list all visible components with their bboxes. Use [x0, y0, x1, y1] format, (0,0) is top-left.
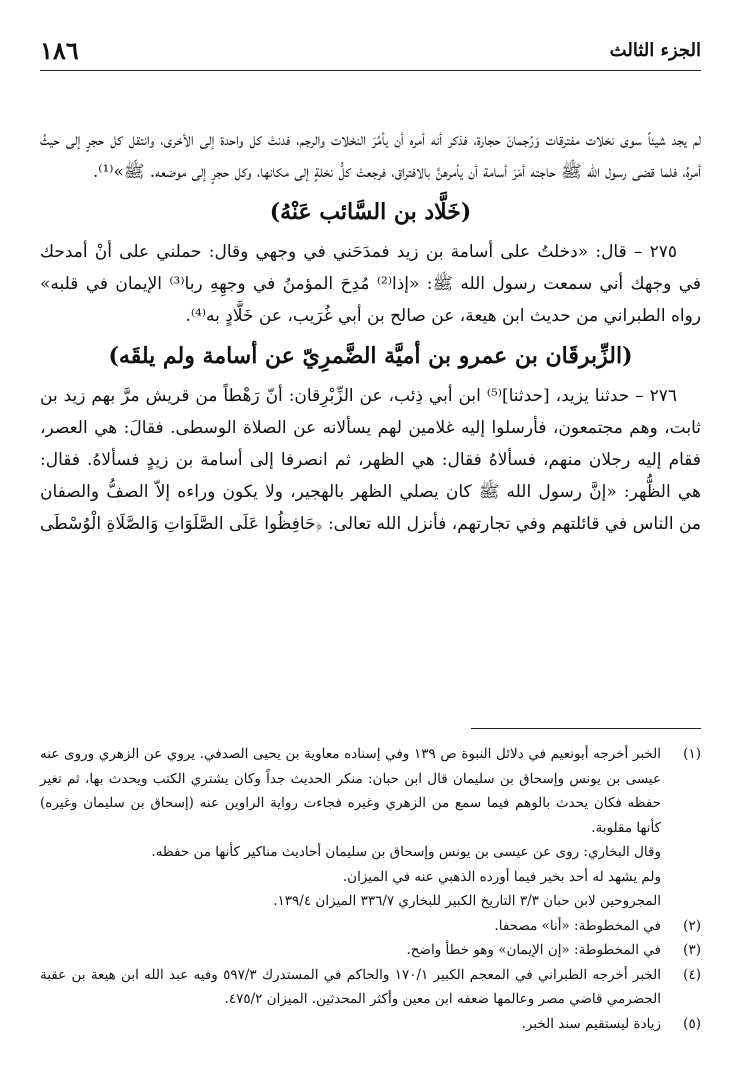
footnotes — [40, 742, 701, 1036]
footnote-text — [40, 914, 661, 939]
footnote-line: الخبر أخرجه أبونعيم في دلائل النبوة ص ١٣٩ وفي إسناده معاوية بن يحيى الصدفي. يروي عن الزهري وروى عنه عيسى بن يونس وإسحاق بن سليمان قال ابن حبان: منكر الحديث جداً وكان يشتري الكتب ويحدث بها، ثم تغير حفظه فكان يحدث بالوهم فيما سمع من الزهري وغيره فجاءت رواية الراوين عنه (إسحاق بن سليمان وغيره) كأنها مقلوبة. — [40, 746, 661, 836]
footnote-text — [40, 938, 661, 963]
footnote-2 — [40, 914, 701, 939]
footnote-text — [40, 742, 661, 914]
section-heading-khallad: (خَلَّاد بن السَّائب عَنْهُ) — [269, 199, 472, 225]
footnote-text — [40, 963, 661, 1012]
footnote-line: في المخطوطة: «أنا» مصحفا. — [494, 917, 661, 934]
paragraph-275: ٢٧٥ – قال: «دخلتُ على أسامة بن زيد فمدَحَني في وجهي وقال: حملني على أنْ أمدحك في وجهك أني سمعت رسول الله ﷺ: «إذا⁽²⁾ مُدِحَ المؤمنُ في وجهِهِ ربا⁽³⁾ الإيمان في قلبه» رواه الطبراني من حديث ابن هيعة، عن صالح بن أبي غُرَيب، عن خَلَّادٍ به⁽⁴⁾. — [40, 242, 701, 326]
paragraph-continued: لم يجد شيئاً سوى نخلات مفترقات وَرُجمانَ حجارة، فذكر أنه أمره أن يأمُرَ النخلات والرجم، فدنتْ كل واحدة إلى الأخرى، وانتقل كل حجرٍ إلى حيثُ أمرهُ، فلما قضى رسول الله ﷺ حاجته أمَرَ أسامة أن يأمرهنَّ بالافتراق، فرجعتْ كلُّ نخلةٍ إلى مكانها، وكل حجرٍ إلى موضعه. ﷺ»⁽¹⁾. — [40, 130, 701, 182]
footnote-4 — [40, 963, 701, 1012]
book-part-label: الجزء الثالث — [609, 40, 701, 61]
paragraph-276: ٢٧٦ – حدثنا يزيد، [حدثنا]⁽⁵⁾ ابن أبي ذِئب، عن الزِّبْرِقان: أنّ رَهْطاً من قريش مرَّ بهم زيد بن ثابت، وهم مجتمعون، فأرسلوا إليه غلامين لهم يسألانه عن الصلاة الوسطى. فقالَ: هي العصر، فقام إليه رجلان منهم، فسألاهُ فقال: هي الظهر، ثم انصرفا إلى أسامة بن زيدٍ فسألاهُ. فقال: هي الظُّهر: «إنَّ رسول الله ﷺ كان يصلي الظهر بالهجير، ولا يكون وراءه إلاّ الصفُّ والصفان من الناس في قائلتهم وفي تجارتهم، فأنزل الله تعالى: ﴿حَافِظُوا عَلَى الصَّلَوَاتِ وَالصَّلَاةِ الْوُسْطَى — [40, 386, 701, 534]
footnote-line: ولم يشهد له أحد بخير فيما أورده الذهبي عنه في الميزان. — [342, 868, 661, 885]
footnote-line: في المخطوطة: «إن الإيمان» وهو خطأ واضح. — [406, 942, 661, 958]
section-heading-zibriqan: (الزِّبرقَان بن عمرو بن أميَّة الضَّمرِيّ عن أسامة ولم يلقَه) — [108, 343, 633, 369]
page-number: ١٨٦ — [40, 36, 79, 65]
footnote-separator — [471, 728, 701, 729]
footnote-3 — [40, 938, 701, 963]
footnote-line: زيادة ليستقيم سند الخبر. — [521, 1015, 661, 1032]
footnote-number: (٥) — [683, 1015, 701, 1032]
footnote-number: (٢) — [683, 917, 701, 934]
header-rule — [40, 70, 701, 71]
footnote-number: (٣) — [683, 942, 701, 958]
footnote-line: المجروحين لابن حبان ٣/٣ التاريخ الكبير للبخاري ٣٣٦/٧ الميزان ١٣٩/٤. — [273, 893, 661, 909]
footnote-number: (١) — [683, 746, 701, 762]
running-head — [40, 36, 701, 70]
footnote-text — [40, 1012, 661, 1037]
footnote-5 — [40, 1012, 701, 1037]
footnote-number: (٤) — [683, 966, 701, 983]
footnote-line: وقال البخاري: روى عن عيسى بن يونس وإسحاق بن سليمان أحاديث مناكير كأنها من حفظه. — [151, 844, 661, 860]
footnote-line: الخبر أخرجه الطبراني في المعجم الكبير ١٧٠/١ والحاكم في المستدرك ٥٩٧/٣ وفيه عبد الله ابن هيعة بن عقبة الحضرمي قاضي مصر وعالمها ضعفه ابن معين وأكثر المحدثين. الميزان ٤٧٥/٢. — [40, 966, 661, 1007]
main-text — [40, 124, 701, 540]
footnote-1 — [40, 742, 701, 914]
